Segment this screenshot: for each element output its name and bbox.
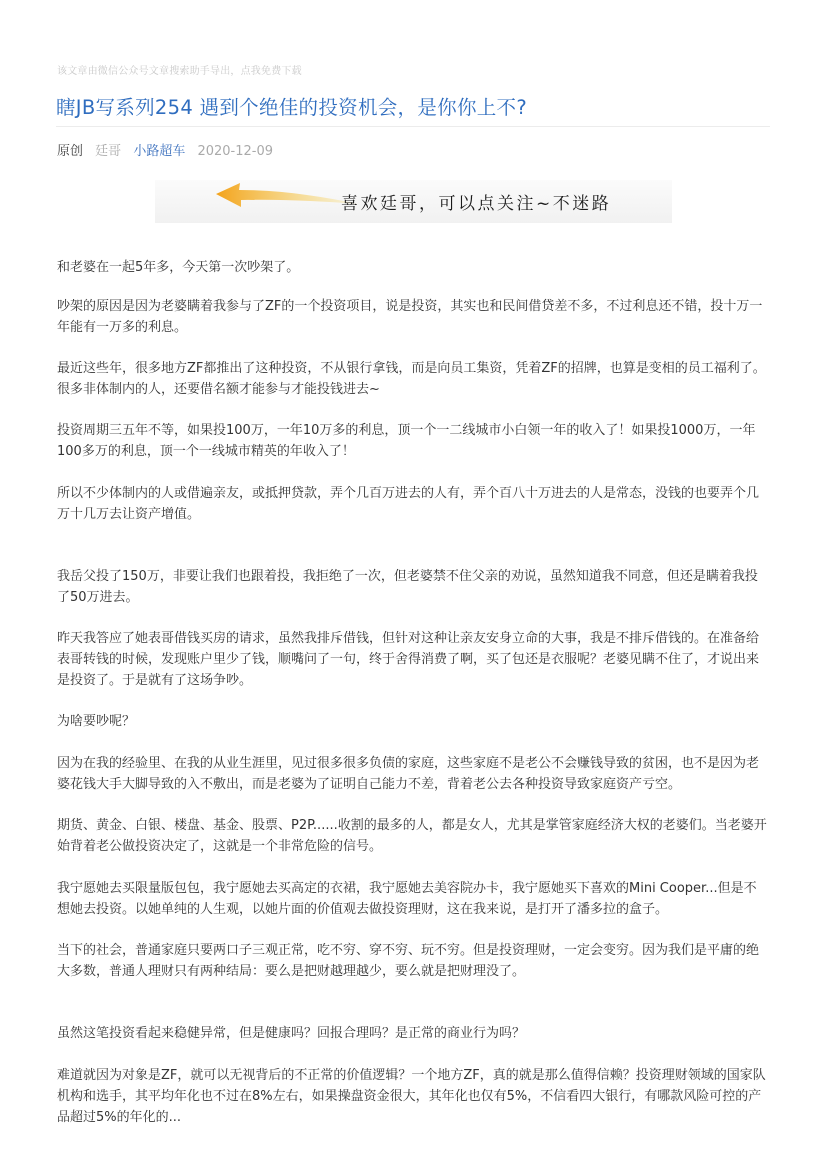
paragraph: 所以不少体制内的人或借遍亲友，或抵押贷款，弄个几百万进去的人有，弄个百八十万进去的人是常态，没钱的也要弄个几万十几万去让资产增值。 — [57, 486, 760, 522]
paragraph: 我宁愿她去买限量版包包，我宁愿她去买高定的衣裙，我宁愿她去美容院办卡，我宁愿她买下喜欢的Mini Cooper...但是不想她去投资。以她单纯的人生观，以她片面的价值观去做投资理财，这在我来说，是打开了潘多拉的盒子。 — [57, 881, 757, 917]
original-tag: 原创 — [57, 144, 84, 159]
paragraph: 因为在我的经验里、在我的从业生涯里，见过很多很多负债的家庭，这些家庭不是老公不会赚钱导致的贫困，也不是因为老婆花钱大手大脚导致的入不敷出，而是老婆为了证明自己能力不差，背着老公去各种投资导致家庭资产亏空。 — [57, 756, 760, 792]
paragraph: 投资周期三五年不等，如果投100万，一年10万多的利息，顶一个一二线城市小白领一年的收入了！如果投1000万，一年100多万的利息，顶一个一线城市精英的年收入了！ — [57, 423, 756, 459]
arrow-icon — [210, 180, 360, 223]
article-title: 瞎JB写系列254 遇到个绝佳的投资机会，是你你上不? — [56, 96, 527, 119]
publish-date: 2020-12-09 — [197, 144, 274, 159]
paragraph: 当下的社会，普通家庭只要两口子三观正常，吃不穷、穿不穷、玩不穷。但是投资理财，一定会变穷。因为我们是平庸的绝大多数，普通人理财只有两种结局：要么是把财越理越少，要么就是把财理没了。 — [57, 943, 760, 979]
paragraph: 最近这些年，很多地方ZF都推出了这种投资，不从银行拿钱，而是向员工集资，凭着ZF的招牌，也算是变相的员工福利了。很多非体制内的人，还要借名额才能参与才能投钱进去~ — [57, 361, 766, 397]
banner-text: 喜欢廷哥，可以点关注~不迷路 — [341, 194, 612, 214]
paragraph: 吵架的原因是因为老婆瞒着我参与了ZF的一个投资项目，说是投资，其实也和民间借贷差不多，不过利息还不错，投十万一年能有一万多的利息。 — [57, 299, 763, 335]
article-meta — [57, 140, 281, 159]
author-name: 廷哥 — [95, 144, 122, 159]
paragraph: 为啥要吵呢？ — [57, 714, 136, 729]
account-link[interactable]: 小路超车 — [133, 144, 186, 159]
paragraph: 和老婆在一起5年多，今天第一次吵架了。 — [57, 260, 300, 275]
paragraph: 难道就因为对象是ZF，就可以无视背后的不正常的价值逻辑？一个地方ZF，真的就是那么值得信赖？投资理财领域的国家队机构和选手，其平均年化也不过在8%左右，如果操盘资金很大，其年化也仅有5%，不信看四大银行，有哪款风险可控的产品超过5%的年化的... — [57, 1068, 766, 1125]
paragraph: 期货、黄金、白银、楼盘、基金、股票、P2P......收割的最多的人，都是女人，尤其是掌管家庭经济大权的老婆们。当老婆开始背着老公做投资决定了，这就是一个非常危险的信号。 — [57, 818, 767, 854]
paragraph: 虽然这笔投资看起来稳健异常，但是健康吗？回报合理吗？是正常的商业行为吗？ — [57, 1026, 526, 1041]
paragraph: 昨天我答应了她表哥借钱买房的请求，虽然我排斥借钱，但针对这种让亲友安身立命的大事，我是不排斥借钱的。在准备给表哥转钱的时候，发现账户里少了钱，顺嘴问了一句，终于舍得消费了啊，买了包还是衣服呢？老婆见瞒不住了，才说出来是投资了。于是就有了这场争吵。 — [57, 631, 760, 688]
export-notice-link[interactable]: 该文章由微信公众号文章搜索助手导出，点我免费下载 — [57, 66, 302, 77]
title-divider — [56, 126, 770, 127]
follow-banner — [155, 180, 672, 223]
paragraph: 我岳父投了150万，非要让我们也跟着投，我拒绝了一次，但老婆禁不住父亲的劝说，虽然知道我不同意，但还是瞒着我投了50万进去。 — [57, 569, 758, 605]
